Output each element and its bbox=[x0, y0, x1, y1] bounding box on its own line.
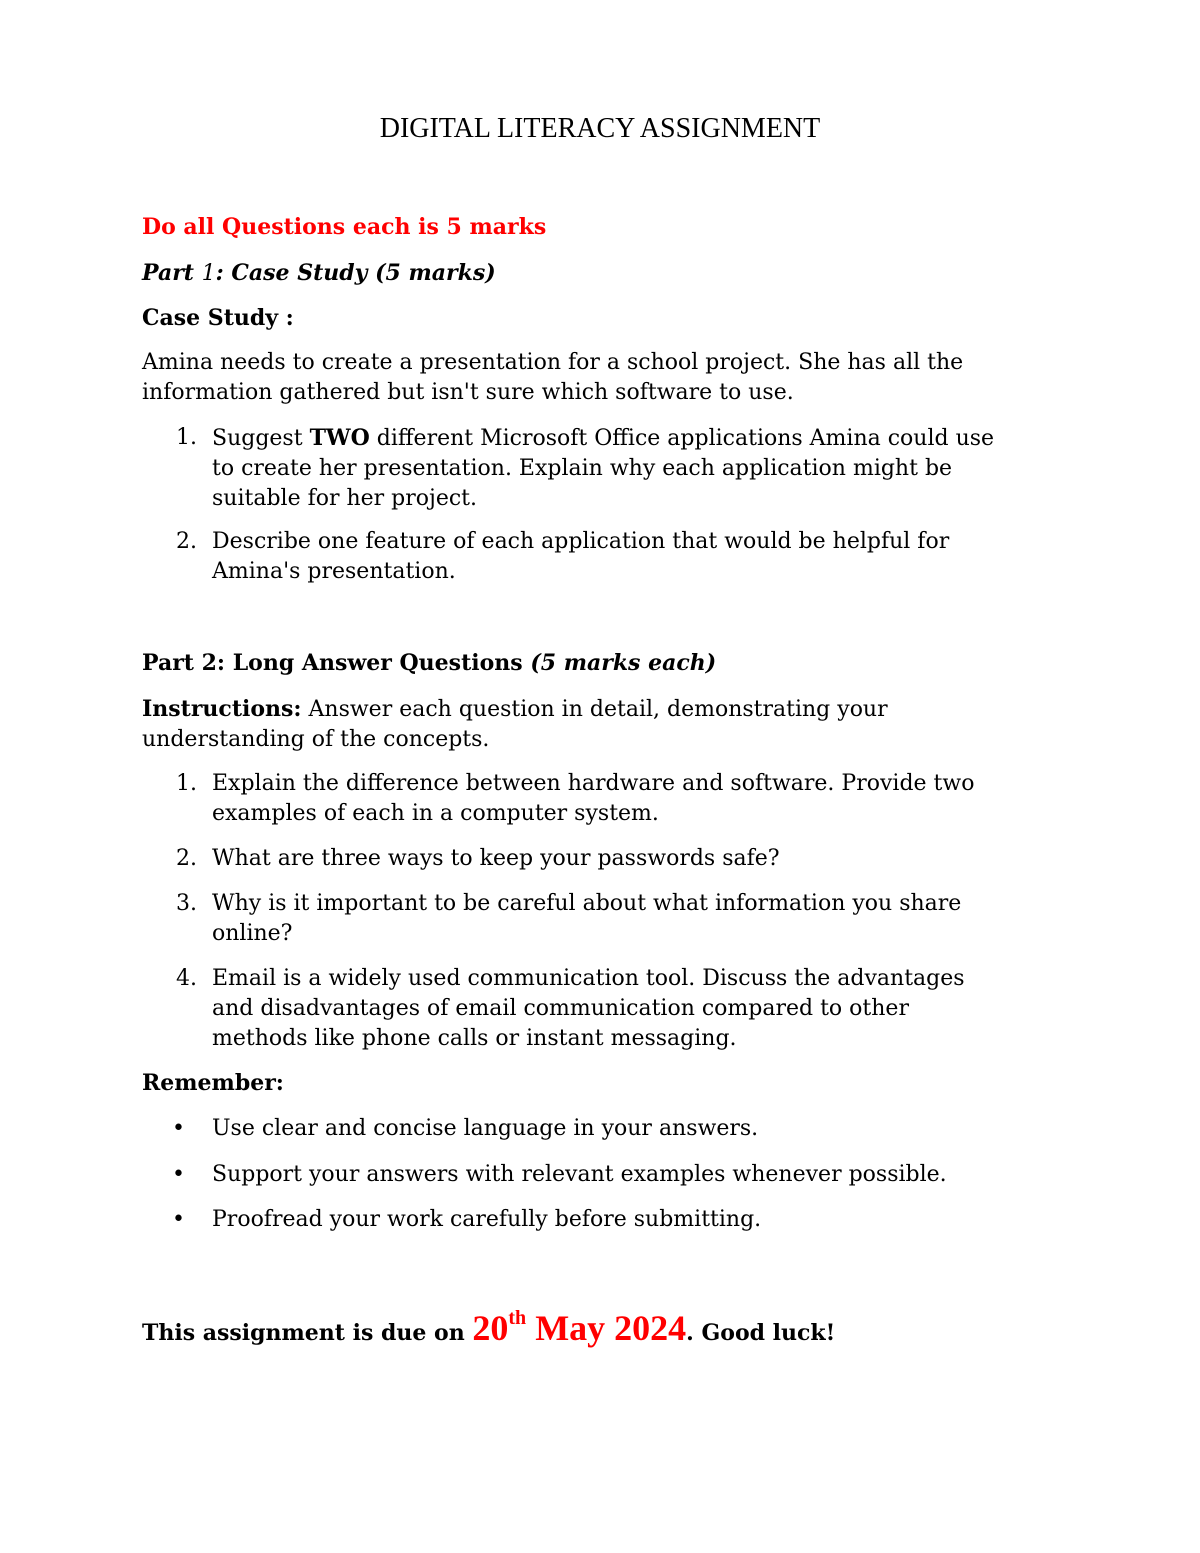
question-line: Why is it important to be careful about what information you share bbox=[212, 891, 962, 916]
bullet-icon: • bbox=[172, 1162, 185, 1187]
part1-heading-num: 1 bbox=[201, 261, 216, 286]
question-line: and disadvantages of email communication compared to other bbox=[212, 996, 909, 1021]
question-line: suitable for her project. bbox=[212, 486, 478, 511]
marks-instruction: Do all Questions each is 5 marks bbox=[142, 214, 547, 240]
question-text: different Microsoft Office applications Amina could use bbox=[369, 426, 995, 451]
emphasis-two: TWO bbox=[309, 425, 370, 451]
case-study-intro-line: information gathered but isn't sure which software to use. bbox=[142, 380, 794, 405]
question-line: Email is a widely used communication tool. Discuss the advantages bbox=[212, 966, 965, 991]
part2-heading bbox=[142, 648, 1072, 678]
list-number: 2. bbox=[176, 846, 197, 871]
remember-label: Remember: bbox=[142, 1070, 284, 1096]
remember-item-text: Use clear and concise language in your answers. bbox=[212, 1116, 759, 1141]
part1-heading-b: : Case Study (5 marks) bbox=[215, 260, 496, 286]
part1-heading-a: Part bbox=[142, 260, 202, 286]
question-line: Amina's presentation. bbox=[212, 559, 456, 584]
due-date-line bbox=[142, 1296, 1072, 1356]
due-prefix: This assignment is due on bbox=[142, 1320, 473, 1346]
part2-instructions bbox=[142, 694, 1072, 755]
question-line: online? bbox=[212, 921, 293, 946]
question-line: Describe one feature of each application that would be helpful for bbox=[212, 529, 950, 554]
instructions-line bbox=[142, 694, 1072, 725]
list-number: 1. bbox=[176, 771, 197, 796]
case-study-intro-line: Amina needs to create a presentation for a school project. She has all the bbox=[142, 350, 964, 375]
remember-item-text: Support your answers with relevant examples whenever possible. bbox=[212, 1162, 947, 1187]
list-number: 3. bbox=[176, 891, 197, 916]
list-number: 4. bbox=[176, 966, 197, 991]
remember-item-text: Proofread your work carefully before submitting. bbox=[212, 1207, 762, 1232]
list-number: 2. bbox=[176, 529, 197, 554]
question-line: methods like phone calls or instant messaging. bbox=[212, 1026, 737, 1051]
document-title: DIGITAL LITERACY ASSIGNMENT bbox=[379, 113, 821, 144]
case-study-intro bbox=[142, 348, 1072, 408]
instructions-label: Instructions: bbox=[142, 696, 302, 722]
case-study-label: Case Study : bbox=[142, 305, 294, 331]
instructions-line: understanding of the concepts. bbox=[142, 727, 490, 752]
list-number: 1. bbox=[176, 425, 197, 450]
question-line: examples of each in a computer system. bbox=[212, 801, 659, 826]
part1-heading bbox=[142, 258, 1072, 289]
question-line: What are three ways to keep your passwords safe? bbox=[212, 846, 780, 871]
part2-heading-text: Part 2: Long Answer Questions bbox=[142, 650, 531, 676]
question-text: Suggest bbox=[212, 426, 310, 451]
bullet-icon: • bbox=[172, 1207, 185, 1232]
question-line: Explain the difference between hardware and software. Provide two bbox=[212, 771, 975, 796]
due-day: 20 bbox=[472, 1308, 509, 1348]
due-month-year: May 2024 bbox=[526, 1308, 687, 1348]
part2-heading-marks: (5 marks each) bbox=[530, 650, 717, 676]
bullet-icon: • bbox=[172, 1116, 185, 1141]
question-line bbox=[212, 423, 1062, 454]
instructions-text: Answer each question in detail, demonstrating your bbox=[301, 697, 888, 722]
question-line: to create her presentation. Explain why each application might be bbox=[212, 456, 953, 481]
due-day-suffix: th bbox=[508, 1307, 527, 1329]
due-end: . Good luck! bbox=[686, 1320, 836, 1346]
